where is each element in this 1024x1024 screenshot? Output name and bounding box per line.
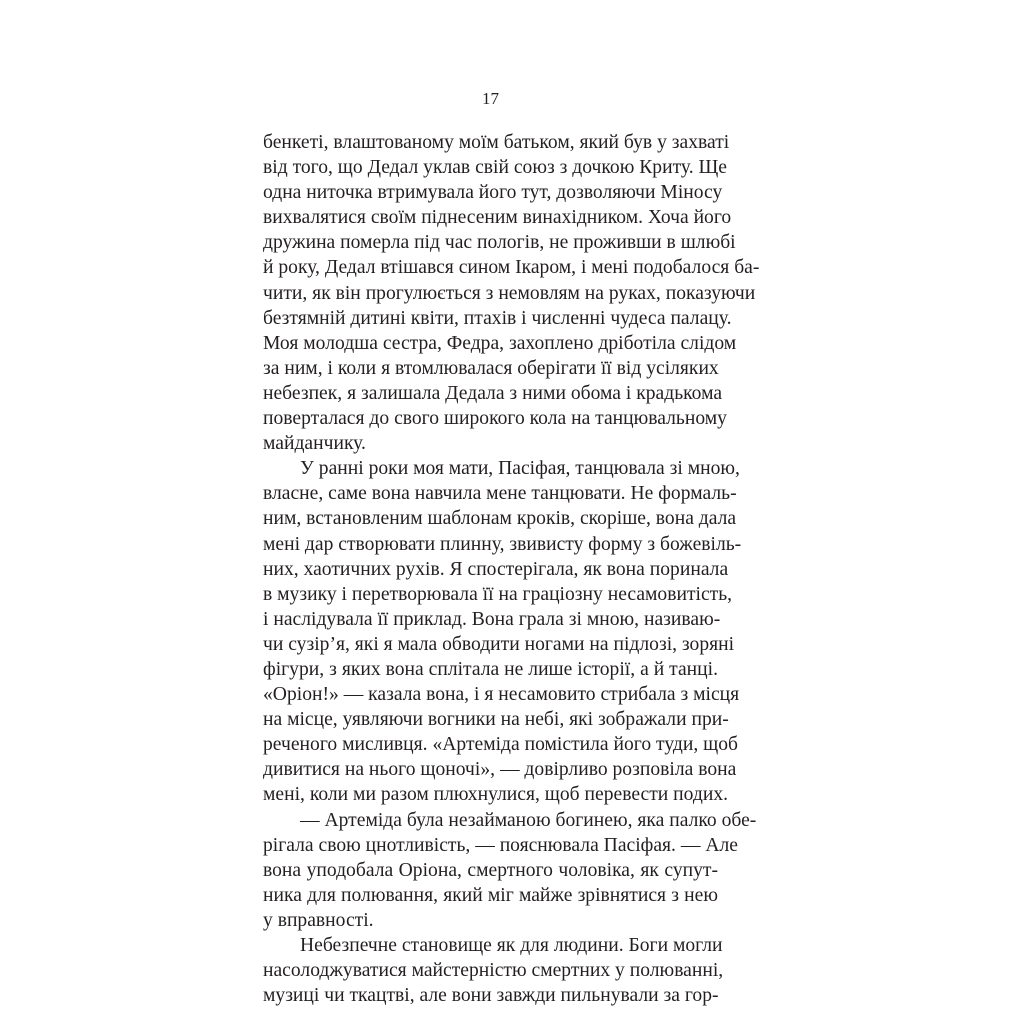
text-line: «Оріон!» — казала вона, і я несамовито стрибала з місця — [263, 684, 740, 706]
text-line: безтямній дитині квіти, птахів і численні чудеса палацу. — [263, 307, 732, 329]
text-line: вона уподобала Оріона, смертного чоловіка, як супут- — [263, 859, 718, 881]
text-line: — Артеміда була незайманою богинею, яка палко обе- — [300, 809, 757, 831]
page-number: 17 — [482, 89, 499, 108]
text-line: них, хаотичних рухів. Я спостерігала, як вона поринала — [263, 558, 729, 580]
text-line: фігури, з яких вона сплітала не лише історії, а й танці. — [263, 658, 718, 680]
text-line: бенкеті, влаштованому моїм батьком, який був у захваті — [263, 132, 730, 153]
text-line: Моя молодша сестра, Федра, захоплено дріботіла слідом — [263, 332, 737, 354]
text-line: мені, коли ми разом плюхнулися, щоб перевести подих. — [263, 784, 729, 806]
text-line: мені дар створювати плинну, звивисту форму з божевіль- — [263, 533, 742, 555]
text-line: У ранні роки моя мати, Пасіфая, танцювала зі мною, — [300, 458, 740, 480]
text-line: музиці чи ткацтві, але вони завжди пильнували за гор- — [263, 985, 719, 1007]
text-line: Небезпечне становище як для людини. Боги могли — [300, 935, 723, 956]
text-line: в музику і перетворювала її на граціозну несамовитість, — [263, 583, 733, 605]
text-line: й року, Дедал втішався сином Ікаром, і мені подобалося ба- — [263, 257, 760, 279]
text-line: ника для полювання, який міг майже зрівнятися з нею — [263, 884, 718, 906]
text-line: від того, що Дедал уклав свій союз з дочкою Криту. Ще — [263, 157, 727, 179]
text-line: на місце, уявляючи вогники на небі, які зображали при- — [263, 709, 729, 731]
text-line: поверталася до свого широкого кола на танцювальному — [263, 408, 727, 430]
text-line: і наслідувала її приклад. Вона грала зі мною, називаю- — [263, 608, 721, 630]
text-line: дивитися на нього щоночі», — довірливо розповіла вона — [263, 759, 737, 781]
text-line: майданчику. — [263, 433, 366, 455]
text-line: за ним, і коли я втомлювалася оберігати її від усіляких — [263, 357, 719, 379]
text-line: насолоджуватися майстерністю смертних у полюванні, — [263, 960, 724, 982]
text-line: чити, як він прогулюється з немовлям на руках, показуючи — [263, 282, 756, 304]
text-line: небезпек, я залишала Дедала з ними обома і крадькома — [263, 382, 723, 404]
text-line: власне, саме вона навчила мене танцювати. Не формаль- — [263, 483, 737, 505]
text-line: чи сузір’я, які я мала обводити ногами на підлозі, зоряні — [263, 633, 735, 655]
body-text — [263, 130, 760, 1008]
text-line: реченого мисливця. «Артеміда помістила його туди, щоб — [263, 734, 738, 756]
text-line: рігала свою цнотливість, — пояснювала Пасіфая. — Але — [263, 834, 738, 856]
text-line: у вправності. — [263, 909, 374, 931]
text-line: дружина померла під час пологів, не проживши в шлюбі — [263, 232, 736, 254]
text-line: одна ниточка втримувала його тут, дозволяючи Міносу — [263, 182, 723, 204]
text-line: вихвалятися своїм піднесеним винахідником. Хоча його — [263, 207, 732, 229]
text-line: ним, встановленим шаблонам кроків, скоріше, вона дала — [263, 508, 737, 530]
